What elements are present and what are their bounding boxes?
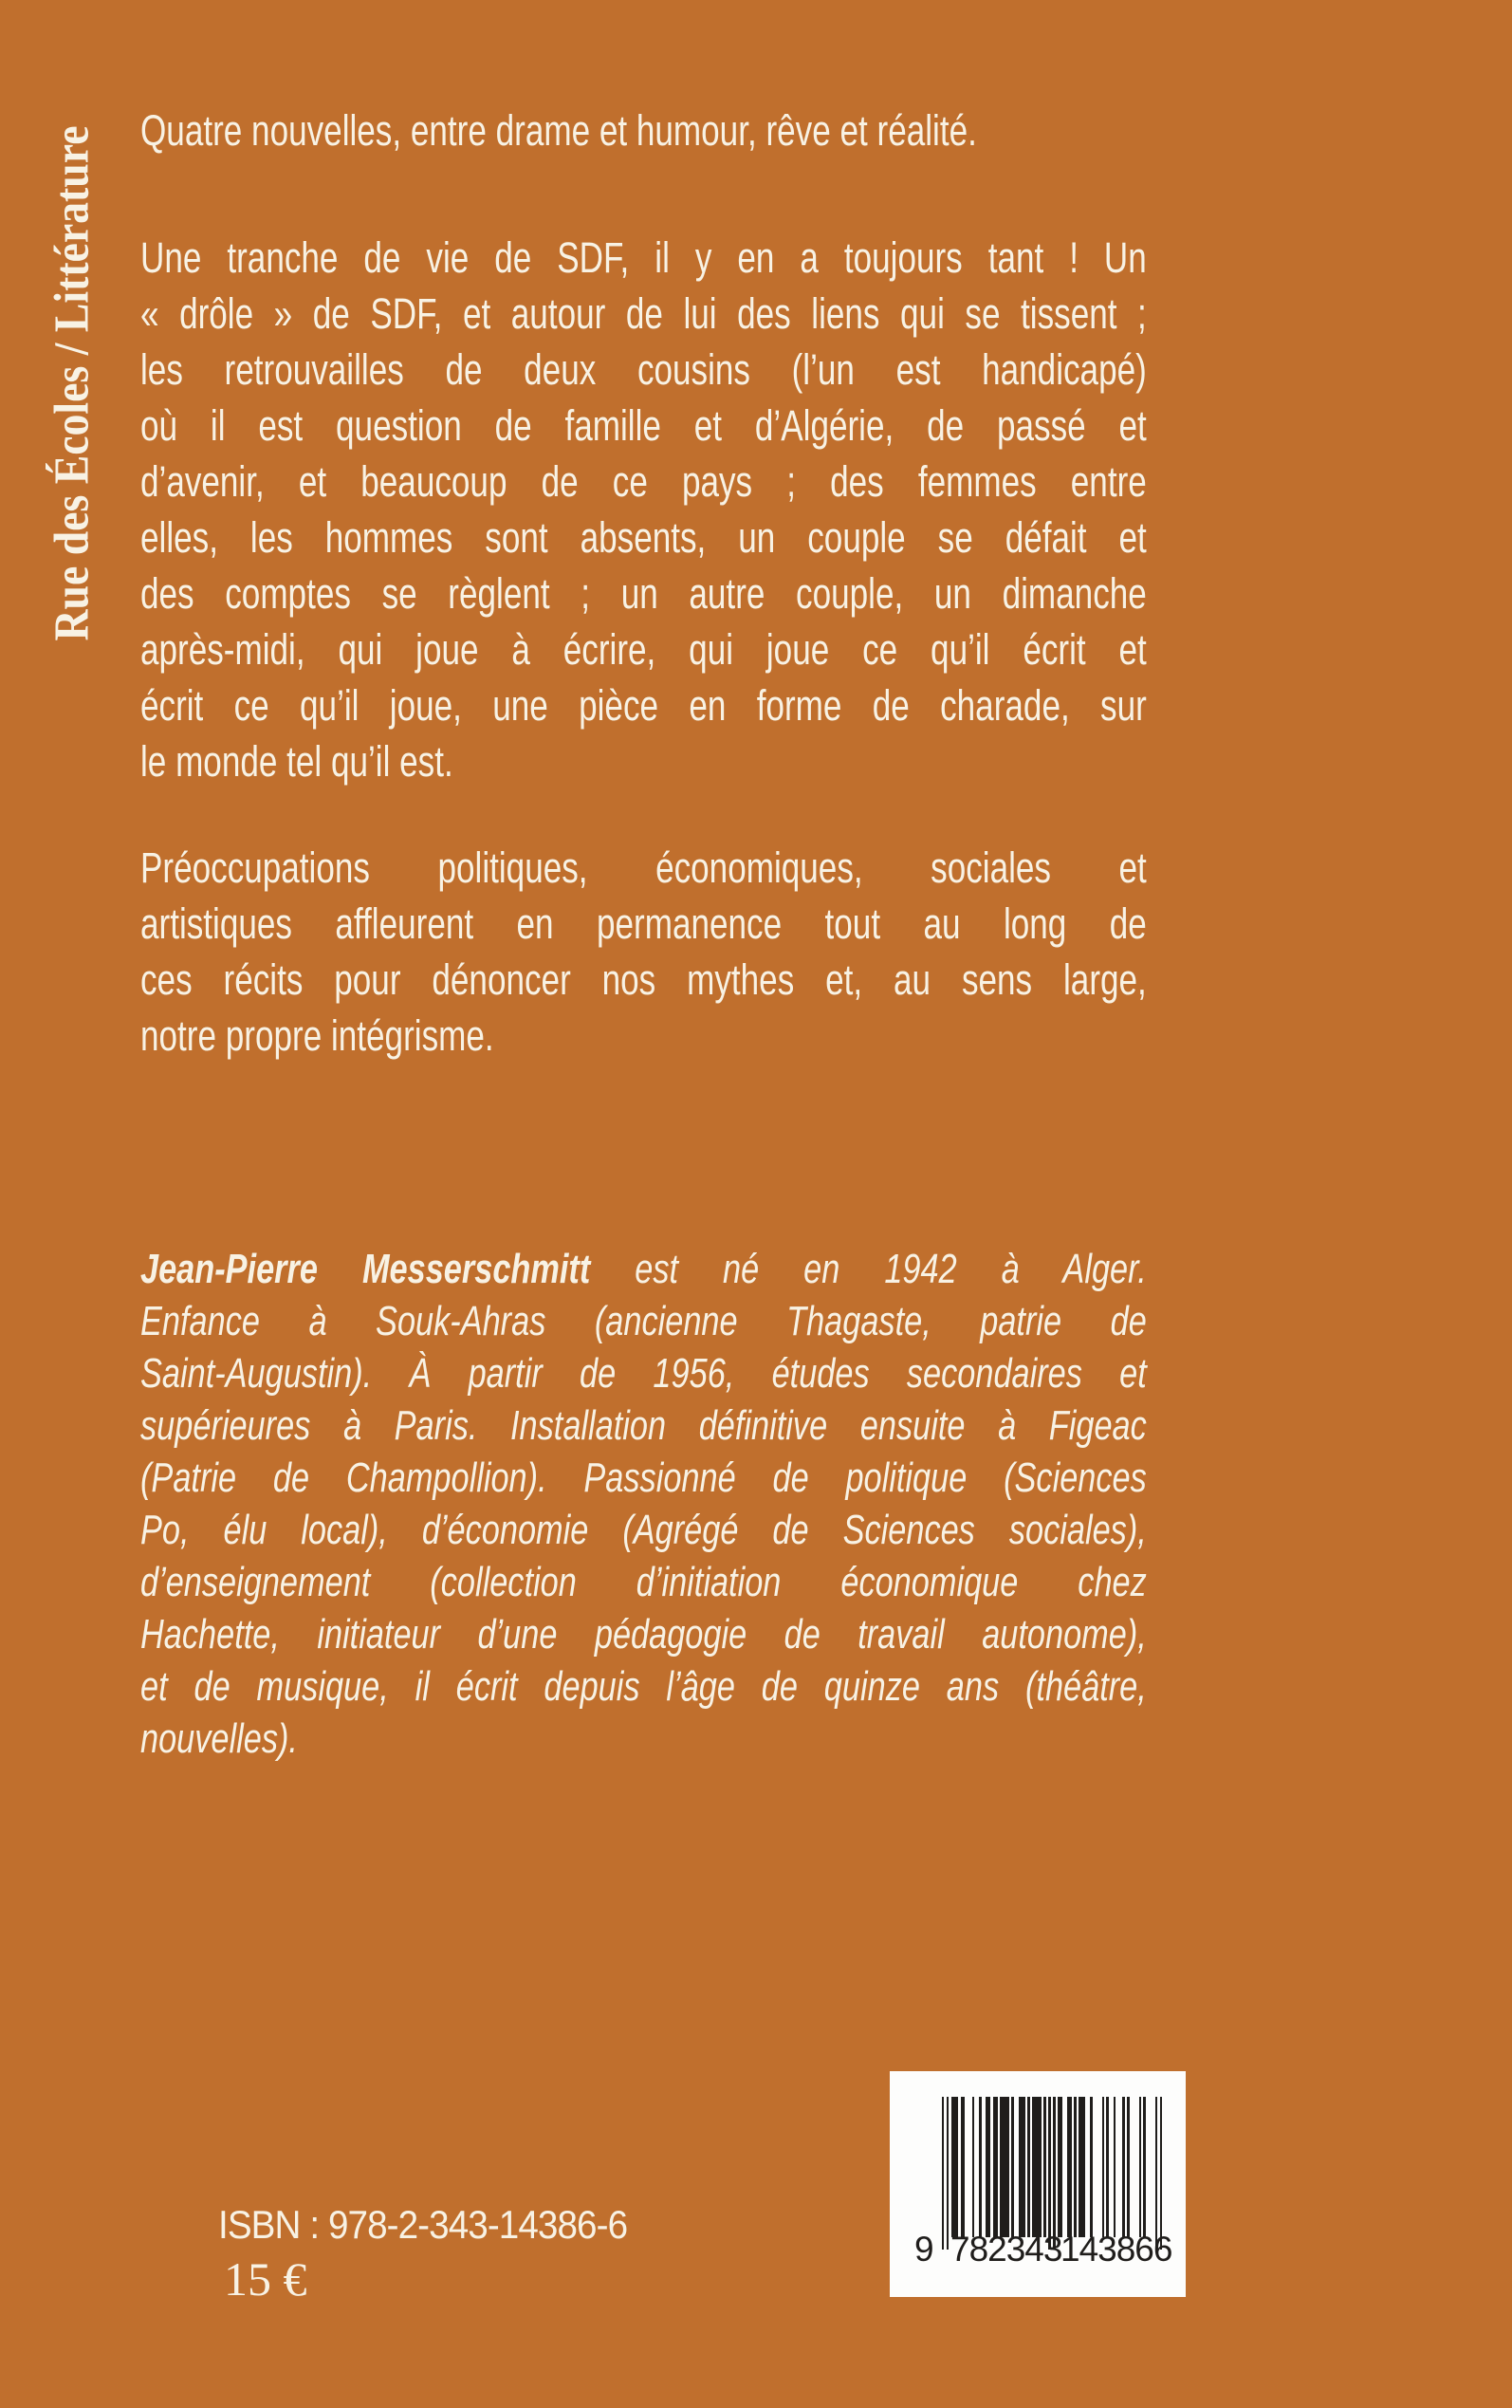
barcode-digit-group1: 782343 bbox=[950, 2230, 1062, 2269]
text-line: Saint-Augustin). À partir de 1956, études secondaires et bbox=[140, 1350, 1147, 1397]
barcode-bar bbox=[972, 2097, 974, 2237]
barcode-bar bbox=[1043, 2097, 1045, 2237]
text-line: Po, élu local), d’économie (Agrégé de Sciences sociales), bbox=[140, 1507, 1147, 1553]
text-line: d’enseignement (collection d’initiation économique chez bbox=[140, 1559, 1147, 1605]
barcode-bar bbox=[1122, 2097, 1124, 2237]
text-line: et de musique, il écrit depuis l’âge de quinze ans (théâtre, bbox=[140, 1663, 1147, 1710]
text-line: le monde tel qu’il est. bbox=[140, 737, 453, 786]
text-line: les retrouvailles de deux cousins (l’un est handicapé) bbox=[140, 345, 1147, 394]
barcode-bar bbox=[1102, 2097, 1104, 2237]
themes-paragraph bbox=[140, 840, 1147, 1064]
barcode-bar bbox=[1000, 2097, 1009, 2237]
barcode-bar bbox=[1032, 2097, 1042, 2237]
author-bio-first-line bbox=[140, 1243, 1147, 1295]
text-line: après-midi, qui joue à écrire, qui joue ce qu’il écrit et bbox=[140, 625, 1147, 674]
text-line: d’avenir, et beaucoup de ce pays ; des femmes entre bbox=[140, 457, 1147, 506]
text-line: elles, les hommes sont absents, un couple se défait et bbox=[140, 513, 1147, 562]
text-line: notre propre intégrisme. bbox=[140, 1011, 494, 1060]
barcode-digit-left: 9 bbox=[914, 2230, 934, 2269]
isbn-text: ISBN : 978-2-343-14386-6 bbox=[218, 2202, 628, 2247]
price-text: 15 € bbox=[224, 2252, 307, 2306]
barcode-bar bbox=[1074, 2097, 1076, 2237]
barcode-digit-group2: 143866 bbox=[1060, 2230, 1172, 2269]
text-line: des comptes se règlent ; un autre couple, un dimanche bbox=[140, 569, 1147, 618]
barcode-bar bbox=[1143, 2097, 1145, 2237]
barcode-bar bbox=[1090, 2097, 1092, 2237]
barcode-bar bbox=[1155, 2097, 1157, 2250]
barcode-bar bbox=[1160, 2097, 1162, 2250]
barcode-bar bbox=[1067, 2097, 1072, 2237]
text-line: où il est question de famille et d’Algérie, de passé et bbox=[140, 401, 1147, 450]
back-cover-text bbox=[140, 0, 1147, 1765]
barcode-bar bbox=[1106, 2097, 1108, 2237]
barcode bbox=[890, 2071, 1186, 2297]
text-line: ces récits pour dénoncer nos mythes et, au sens large, bbox=[140, 955, 1147, 1004]
text-line: Enfance à Souk-Ahras (ancienne Thagaste, patrie de bbox=[140, 1298, 1147, 1344]
barcode-bar bbox=[947, 2097, 949, 2250]
synopsis-paragraph bbox=[140, 230, 1147, 789]
barcode-bar bbox=[942, 2097, 944, 2250]
barcode-bar bbox=[961, 2097, 966, 2237]
tagline: Quatre nouvelles, entre drame et humour, rêve et réalité. bbox=[140, 106, 977, 155]
text-line: Préoccupations politiques, économiques, sociales et bbox=[140, 843, 1147, 892]
text-line: supérieures à Paris. Installation définitive ensuite à Figeac bbox=[140, 1402, 1147, 1449]
barcode-bar bbox=[951, 2097, 958, 2237]
author-bio-first-line-rest: est né en 1942 à Alger. bbox=[635, 1246, 1147, 1292]
author-name: Jean-Pierre Messerschmitt bbox=[140, 1246, 591, 1292]
text-line: nouvelles). bbox=[140, 1715, 298, 1762]
barcode-bar bbox=[979, 2097, 981, 2237]
barcode-bar bbox=[1019, 2097, 1025, 2237]
text-line: artistiques affleurent en permanence tout au long de bbox=[140, 899, 1147, 948]
barcode-bar bbox=[1053, 2097, 1055, 2250]
text-line: écrit ce qu’il joue, une pièce en forme de charade, sur bbox=[140, 681, 1147, 730]
barcode-bar bbox=[993, 2097, 998, 2237]
barcode-bar bbox=[1114, 2097, 1116, 2237]
barcode-bar bbox=[1127, 2097, 1129, 2237]
barcode-bar bbox=[986, 2097, 990, 2237]
text-line: Une tranche de vie de SDF, il y en a toujours tant ! Un bbox=[140, 233, 1147, 282]
barcode-digits bbox=[890, 2229, 1186, 2274]
text-line: (Patrie de Champollion). Passionné de politique (Sciences bbox=[140, 1454, 1147, 1501]
text-line: Hachette, initiateur d’une pédagogie de travail autonome), bbox=[140, 1611, 1147, 1658]
barcode-bar bbox=[1058, 2097, 1062, 2237]
barcode-bar bbox=[1139, 2097, 1141, 2237]
barcode-bar bbox=[1048, 2097, 1050, 2250]
text-line: « drôle » de SDF, et autour de lui des liens qui se tissent ; bbox=[140, 289, 1147, 338]
barcode-bar bbox=[1027, 2097, 1029, 2237]
author-bio bbox=[140, 1243, 1147, 1765]
collection-label: Rue des Écoles / Littérature bbox=[45, 125, 100, 641]
barcode-bars bbox=[942, 2097, 1162, 2250]
barcode-bar bbox=[1079, 2097, 1085, 2237]
barcode-bar bbox=[1011, 2097, 1013, 2237]
